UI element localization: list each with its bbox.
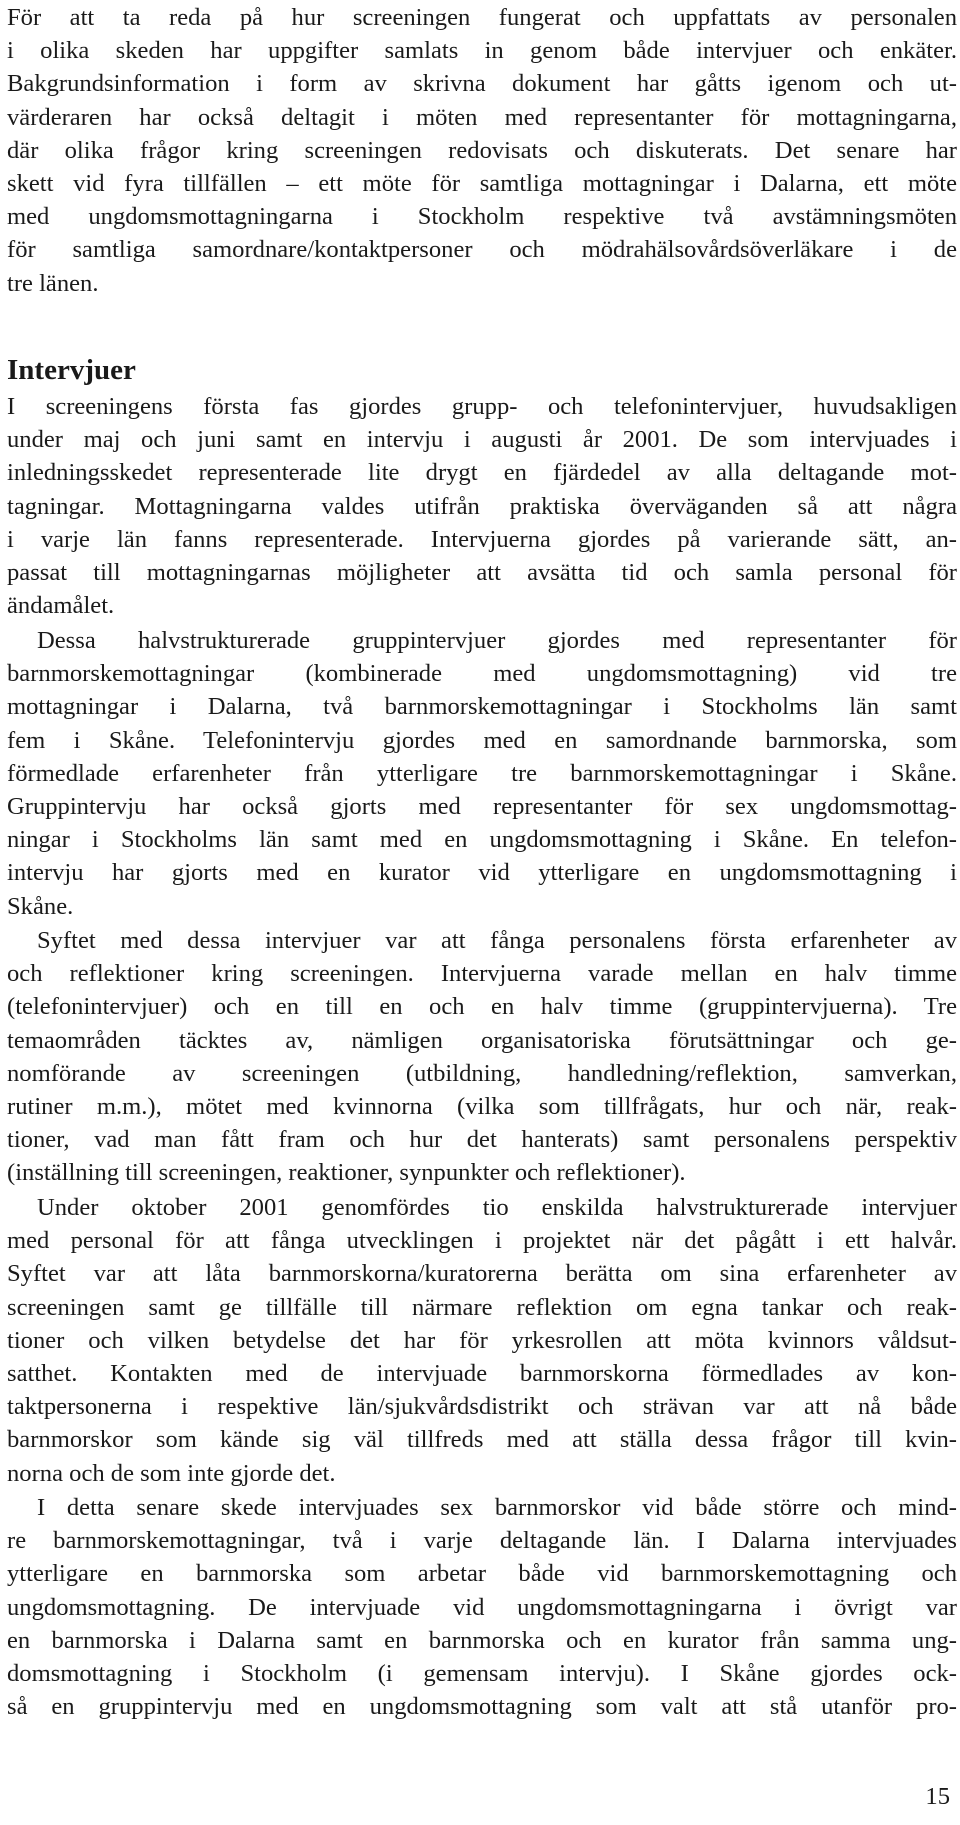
text-line: temaområden täcktes av, nämligen organisatoriska förutsättningar och ge- <box>7 1026 957 1054</box>
text-line: en barnmorska i Dalarna samt en barnmorska och en kurator från samma ung- <box>7 1626 957 1654</box>
text-line: (inställning till screeningen, reaktioner, synpunkter och reflektioner). <box>7 1159 686 1187</box>
text-line: passat till mottagningarnas möjligheter att avsätta tid och samla personal för <box>7 559 957 587</box>
text-line: taktpersonerna i respektive län/sjukvårdsdistrikt och strävan var att nå både <box>7 1393 957 1421</box>
page-number: 15 <box>925 1783 950 1810</box>
paragraph-1 <box>7 390 957 622</box>
text-line: satthet. Kontakten med de intervjuade barnmorskorna förmedlades av kon- <box>7 1360 957 1388</box>
text-line: re barnmorskemottagningar, två i varje deltagande län. I Dalarna intervjuades <box>7 1527 957 1555</box>
text-line: I detta senare skede intervjuades sex barnmorskor vid både större och mind- <box>37 1494 957 1521</box>
text-line: i varje län fanns representerade. Intervjuerna gjordes på varierande sätt, an- <box>7 525 957 553</box>
text-line: förmedlade erfarenheter från ytterligare tre barnmorskemottagningar i Skåne. <box>7 759 957 787</box>
text-line: där olika frågor kring screeningen redovisats och diskuterats. Det senare har <box>7 136 957 164</box>
paragraph-3 <box>7 924 957 1190</box>
text-line: För att ta reda på hur screeningen fungerat och uppfattats av personalen <box>7 4 957 31</box>
text-line: barnmorskor som kände sig väl tillfreds med att ställa dessa frågor till kvin- <box>7 1426 957 1454</box>
text-line: domsmottagning i Stockholm (i gemensam intervju). I Skåne gjordes ock- <box>7 1660 957 1688</box>
text-line: (telefonintervjuer) och en till en och en halv timme (gruppintervjuerna). Tre <box>7 993 957 1021</box>
text-line: tagningar. Mottagningarna valdes utifrån praktiska överväganden så att några <box>7 492 957 520</box>
text-line: värderaren har också deltagit i möten med representanter för mottagningarna, <box>7 103 957 131</box>
paragraph-4 <box>7 1191 957 1490</box>
text-line: Syftet var att låta barnmorskorna/kuratorerna berätta om sina erfarenheter av <box>7 1260 957 1288</box>
text-line: barnmorskemottagningar (kombinerade med ungdomsmottagning) vid tre <box>7 660 957 688</box>
text-line: med ungdomsmottagningarna i Stockholm respektive två avstämningsmöten <box>7 203 957 231</box>
text-line: Under oktober 2001 genomfördes tio enskilda halvstrukturerade intervjuer <box>37 1194 957 1221</box>
section-heading: Intervjuer <box>7 354 136 386</box>
text-line: Gruppintervju har också gjorts med representanter för sex ungdomsmottag- <box>7 793 957 821</box>
text-line: screeningen samt ge tillfälle till närmare reflektion om egna tankar och reak- <box>7 1293 957 1321</box>
text-line: ningar i Stockholms län samt med en ungdomsmottagning i Skåne. En telefon- <box>7 826 957 854</box>
text-line: Bakgrundsinformation i form av skrivna dokument har gåtts igenom och ut- <box>7 70 957 98</box>
text-line: skett vid fyra tillfällen – ett möte för samtliga mottagningar i Dalarna, ett möte <box>7 170 957 198</box>
intro-paragraph <box>7 1 957 300</box>
text-line: så en gruppintervju med en ungdomsmottagning som valt att stå utanför pro- <box>7 1693 957 1721</box>
text-line: tre länen. <box>7 269 99 297</box>
text-line: i olika skeden har uppgifter samlats in genom både intervjuer och enkäter. <box>7 37 957 65</box>
text-line: intervju har gjorts med en kurator vid ytterligare en ungdomsmottagning i <box>7 859 957 887</box>
text-line: norna och de som inte gjorde det. <box>7 1459 336 1487</box>
text-line: ytterligare en barnmorska som arbetar både vid barnmorskemottagning och <box>7 1560 957 1588</box>
text-line: för samtliga samordnare/kontaktpersoner och mödrahälsovårdsöverläkare i de <box>7 236 957 264</box>
text-line: mottagningar i Dalarna, två barnmorskemottagningar i Stockholms län samt <box>7 693 957 721</box>
paragraph-2 <box>7 624 957 923</box>
text-line: tioner och vilken betydelse det har för yrkesrollen att möta kvinnors våldsut- <box>7 1326 957 1354</box>
text-line: Syftet med dessa intervjuer var att fånga personalens första erfarenheter av <box>37 927 957 954</box>
text-line: med personal för att fånga utvecklingen i projektet när det pågått i ett halvår. <box>7 1227 957 1255</box>
text-line: under maj och juni samt en intervju i augusti år 2001. De som intervjuades i <box>7 426 957 454</box>
paragraph-5 <box>7 1491 957 1723</box>
text-line: ungdomsmottagning. De intervjuade vid ungdomsmottagningarna i övrigt var <box>7 1593 957 1621</box>
text-line: I screeningens första fas gjordes grupp- och telefonintervjuer, huvudsakligen <box>7 393 957 420</box>
text-line: nomförande av screeningen (utbildning, handledning/reflektion, samverkan, <box>7 1059 957 1087</box>
text-line: Skåne. <box>7 892 74 920</box>
text-line: Dessa halvstrukturerade gruppintervjuer gjordes med representanter för <box>37 627 957 654</box>
text-line: ändamålet. <box>7 592 115 620</box>
text-line: och reflektioner kring screeningen. Intervjuerna varade mellan en halv timme <box>7 960 957 988</box>
text-line: fem i Skåne. Telefonintervju gjordes med en samordnande barnmorska, som <box>7 726 957 754</box>
text-line: inledningsskedet representerade lite drygt en fjärdedel av alla deltagande mot- <box>7 459 957 487</box>
text-line: rutiner m.m.), mötet med kvinnorna (vilka som tillfrågats, hur och när, reak- <box>7 1093 957 1121</box>
text-line: tioner, vad man fått fram och hur det hanterats) samt personalens perspektiv <box>7 1126 957 1154</box>
